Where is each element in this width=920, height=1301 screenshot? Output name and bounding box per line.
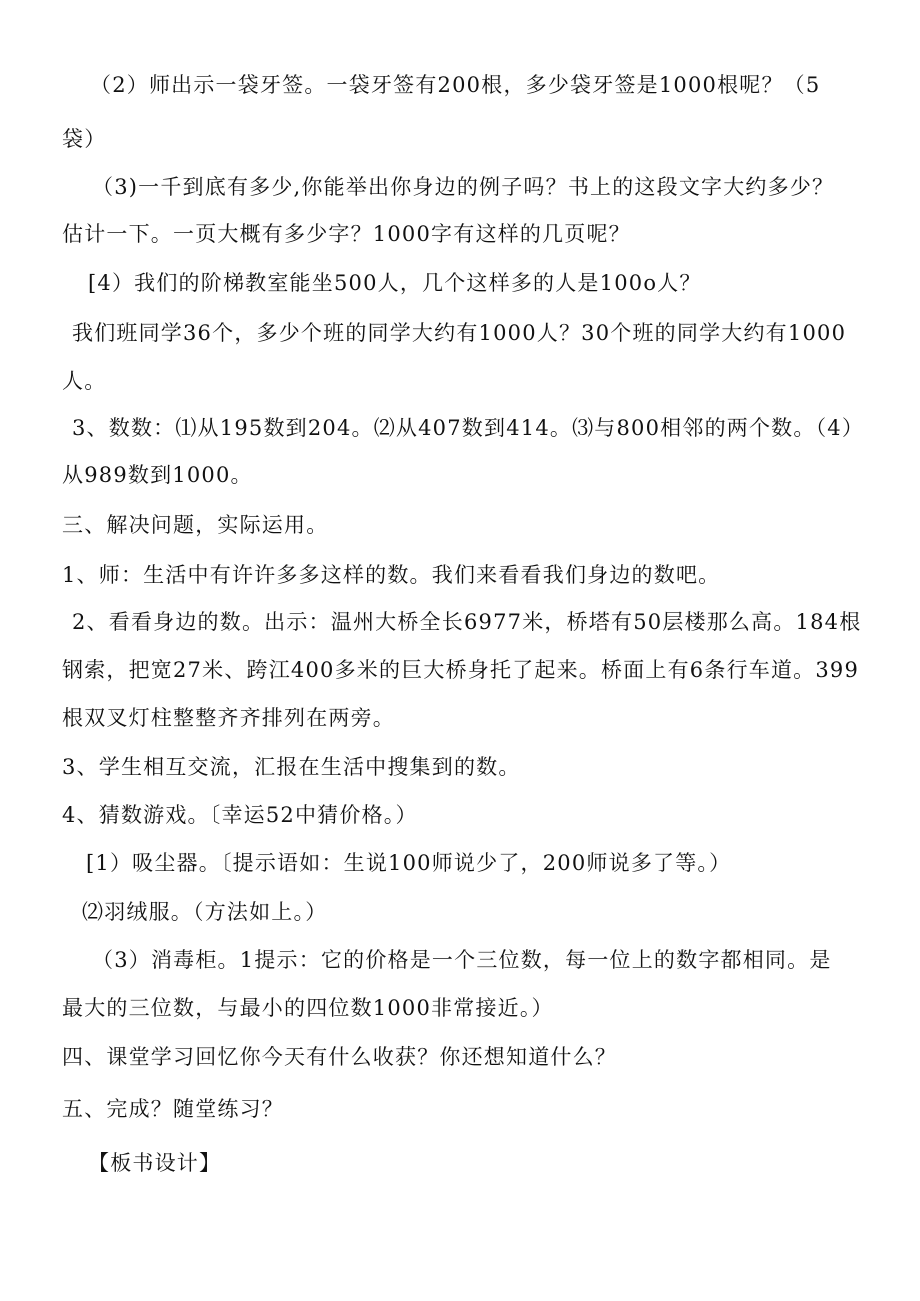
text-line-4: 估计一下。一页大概有多少字？1000字有这样的几页呢？	[62, 222, 631, 246]
text-line-19: （3）消毒柜。1提示：它的价格是一个三位数，每一位上的数字都相同。是	[92, 948, 832, 972]
text-line-7: 人。	[62, 369, 107, 393]
text-line-12: 2、看看身边的数。出示：温州大桥全长6977米，桥塔有50层楼那么高。184根	[72, 610, 862, 634]
section-heading-3: 三、解决问题，实际运用。	[62, 513, 329, 537]
text-line-14: 根双叉灯柱整整齐齐排列在两旁。	[62, 706, 395, 730]
text-line-6: 我们班同学36个，多少个班的同学大约有1000人？30个班的同学大约有1000	[72, 321, 847, 345]
text-line-13: 钢索，把宽27米、跨江400多米的巨大桥身托了起来。桥面上有6条行车道。399	[62, 658, 860, 682]
section-heading-4: 四、课堂学习回忆你今天有什么收获？你还想知道什么？	[62, 1045, 617, 1069]
text-line-1: （2）师出示一袋牙签。一袋牙签有200根，多少袋牙签是1000根呢？（5	[90, 73, 821, 97]
text-line-16: 4、猜数游戏。〔幸运52中猜价格。）	[62, 803, 418, 827]
board-design-heading: 【板书设计】	[88, 1151, 222, 1175]
text-line-11: 1、师：生活中有许许多多这样的数。我们来看看我们身边的数吧。	[62, 563, 721, 587]
text-line-9: 从989数到1000。	[62, 463, 253, 487]
text-line-2: 袋）	[62, 127, 107, 151]
text-line-15: 3、学生相互交流，汇报在生活中搜集到的数。	[62, 755, 521, 779]
section-heading-5: 五、完成？随堂练习？	[62, 1097, 284, 1121]
text-line-17: [1）吸尘器。〔提示语如：生说100师说少了，200师说多了等。）	[86, 851, 732, 875]
text-line-8: 3、数数：⑴从195数到204。⑵从407数到414。⑶与800相邻的两个数。（4）	[72, 416, 865, 440]
text-line-20: 最大的三位数，与最小的四位数1000非常接近。）	[62, 996, 554, 1020]
text-line-5: [4）我们的阶梯教室能坐500人，几个这样多的人是100o人？	[88, 271, 702, 295]
text-line-18: ⑵羽绒服。（方法如上。）	[82, 900, 328, 924]
text-line-3: （3)一千到底有多少,你能举出你身边的例子吗？书上的这段文字大约多少？	[92, 175, 835, 199]
